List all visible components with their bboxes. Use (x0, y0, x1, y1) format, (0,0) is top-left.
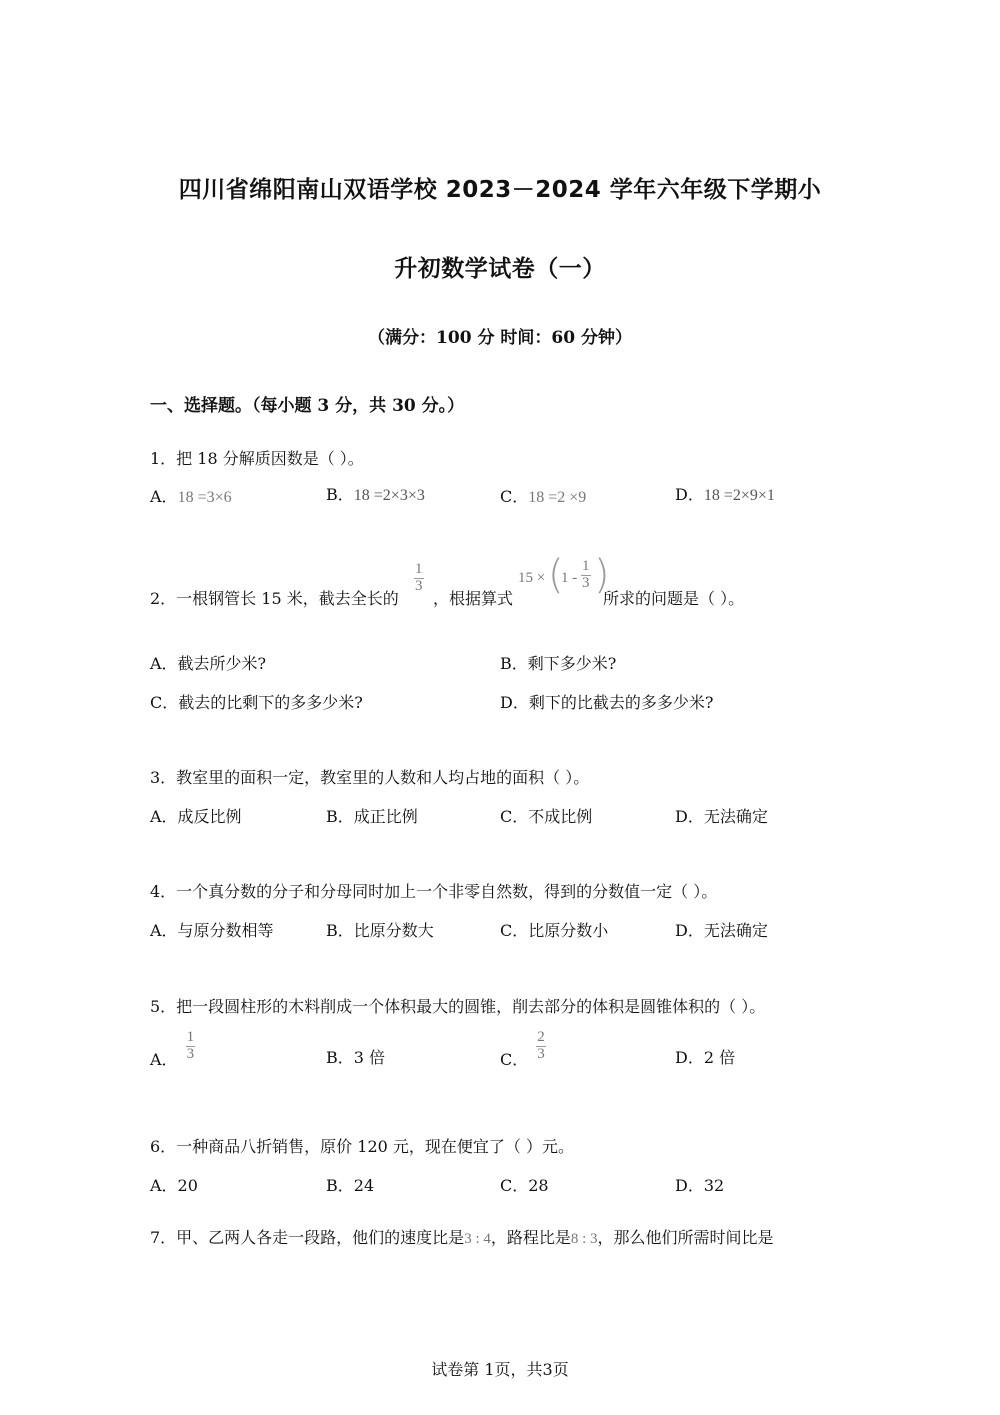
q3-option-c: C．不成比例 (500, 807, 593, 826)
question-4-stem: 4．一个真分数的分子和分母同时加上一个非零自然数，得到的分数值一定（ ）。 (150, 882, 718, 901)
q1-option-d: D．18 =2×9×1 (675, 485, 775, 504)
exam-title-line2: 升初数学试卷（一） (394, 256, 606, 282)
q6-option-b: B．24 (326, 1176, 375, 1195)
q7-distance-ratio: 8 : 3 (570, 1231, 598, 1247)
exam-subtitle: （满分：100 分 时间：60 分钟） (368, 328, 632, 348)
q2-option-b: B．剩下多少米? (500, 654, 617, 673)
question-3-stem: 3．教室里的面积一定，教室里的人数和人均占地的面积（ ）。 (150, 768, 590, 787)
question-5-stem: 5．把一段圆柱形的木料削成一个体积最大的圆锥，削去部分的体积是圆锥体积的（ ）。 (150, 997, 766, 1016)
q4-option-b: B．比原分数大 (326, 921, 434, 940)
q6-option-c: C．28 (500, 1176, 549, 1195)
q3-option-d: D．无法确定 (675, 807, 768, 826)
page-footer: 试卷第 1页，共3页 (431, 1360, 569, 1379)
q4-option-c: C．比原分数小 (500, 921, 609, 940)
q1-option-b: B．18 =2×3×3 (326, 485, 425, 504)
question-6-stem: 6．一种商品八折销售，原价 120 元，现在便宜了（ ）元。 (150, 1137, 574, 1156)
q2-option-c: C．截去的比剩下的多多少米? (150, 693, 363, 712)
q4-option-d: D．无法确定 (675, 921, 768, 940)
q2-stem-part3: 所求的问题是（ ）。 (603, 589, 745, 608)
question-7-stem: 7．甲、乙两人各走一段路，他们的速度比是3 : 4，路程比是8 : 3，那么他们所需时间比是 (150, 1228, 774, 1247)
q2-fraction: $\frac{1}{3}$ (415, 561, 423, 594)
q2-formula: 15 × ( 1 - $\frac{1}{3}$ ) (518, 552, 610, 598)
q5-option-c: C． $\frac{2}{3}$ (500, 1029, 545, 1069)
q3-option-a: A．成反比例 (150, 807, 242, 826)
section-heading: 一、选择题。（每小题 3 分，共 30 分。） (150, 396, 465, 416)
q6-option-a: A．20 (150, 1176, 198, 1195)
exam-title-line1: 四川省绵阳南山双语学校 2023－2024 学年六年级下学期小 (178, 177, 822, 203)
question-1-stem: 1．把 18 分解质因数是（ ）。 (150, 449, 364, 468)
q1-option-c: C．18 =2 ×9 (500, 487, 587, 506)
q7-speed-ratio: 3 : 4 (464, 1231, 491, 1247)
q6-option-d: D．32 (675, 1176, 725, 1195)
q2-option-d: D．剩下的比截去的多多少米? (500, 693, 714, 712)
q4-option-a: A．与原分数相等 (150, 921, 274, 940)
q3-option-b: B．成正比例 (326, 807, 418, 826)
q2-stem-part2: ，根据算式 (433, 589, 514, 608)
q5-option-a: A． $\frac{1}{3}$ (150, 1029, 195, 1069)
q5-option-b: B．3 倍 (326, 1048, 386, 1067)
q2-stem-part1: 2．一根钢管长 15 米，截去全长的 (150, 589, 399, 608)
q2-option-a: A．截去所少米? (150, 654, 267, 673)
q5-option-d: D．2 倍 (675, 1048, 736, 1067)
q1-option-a: A．18 =3×6 (150, 487, 232, 506)
